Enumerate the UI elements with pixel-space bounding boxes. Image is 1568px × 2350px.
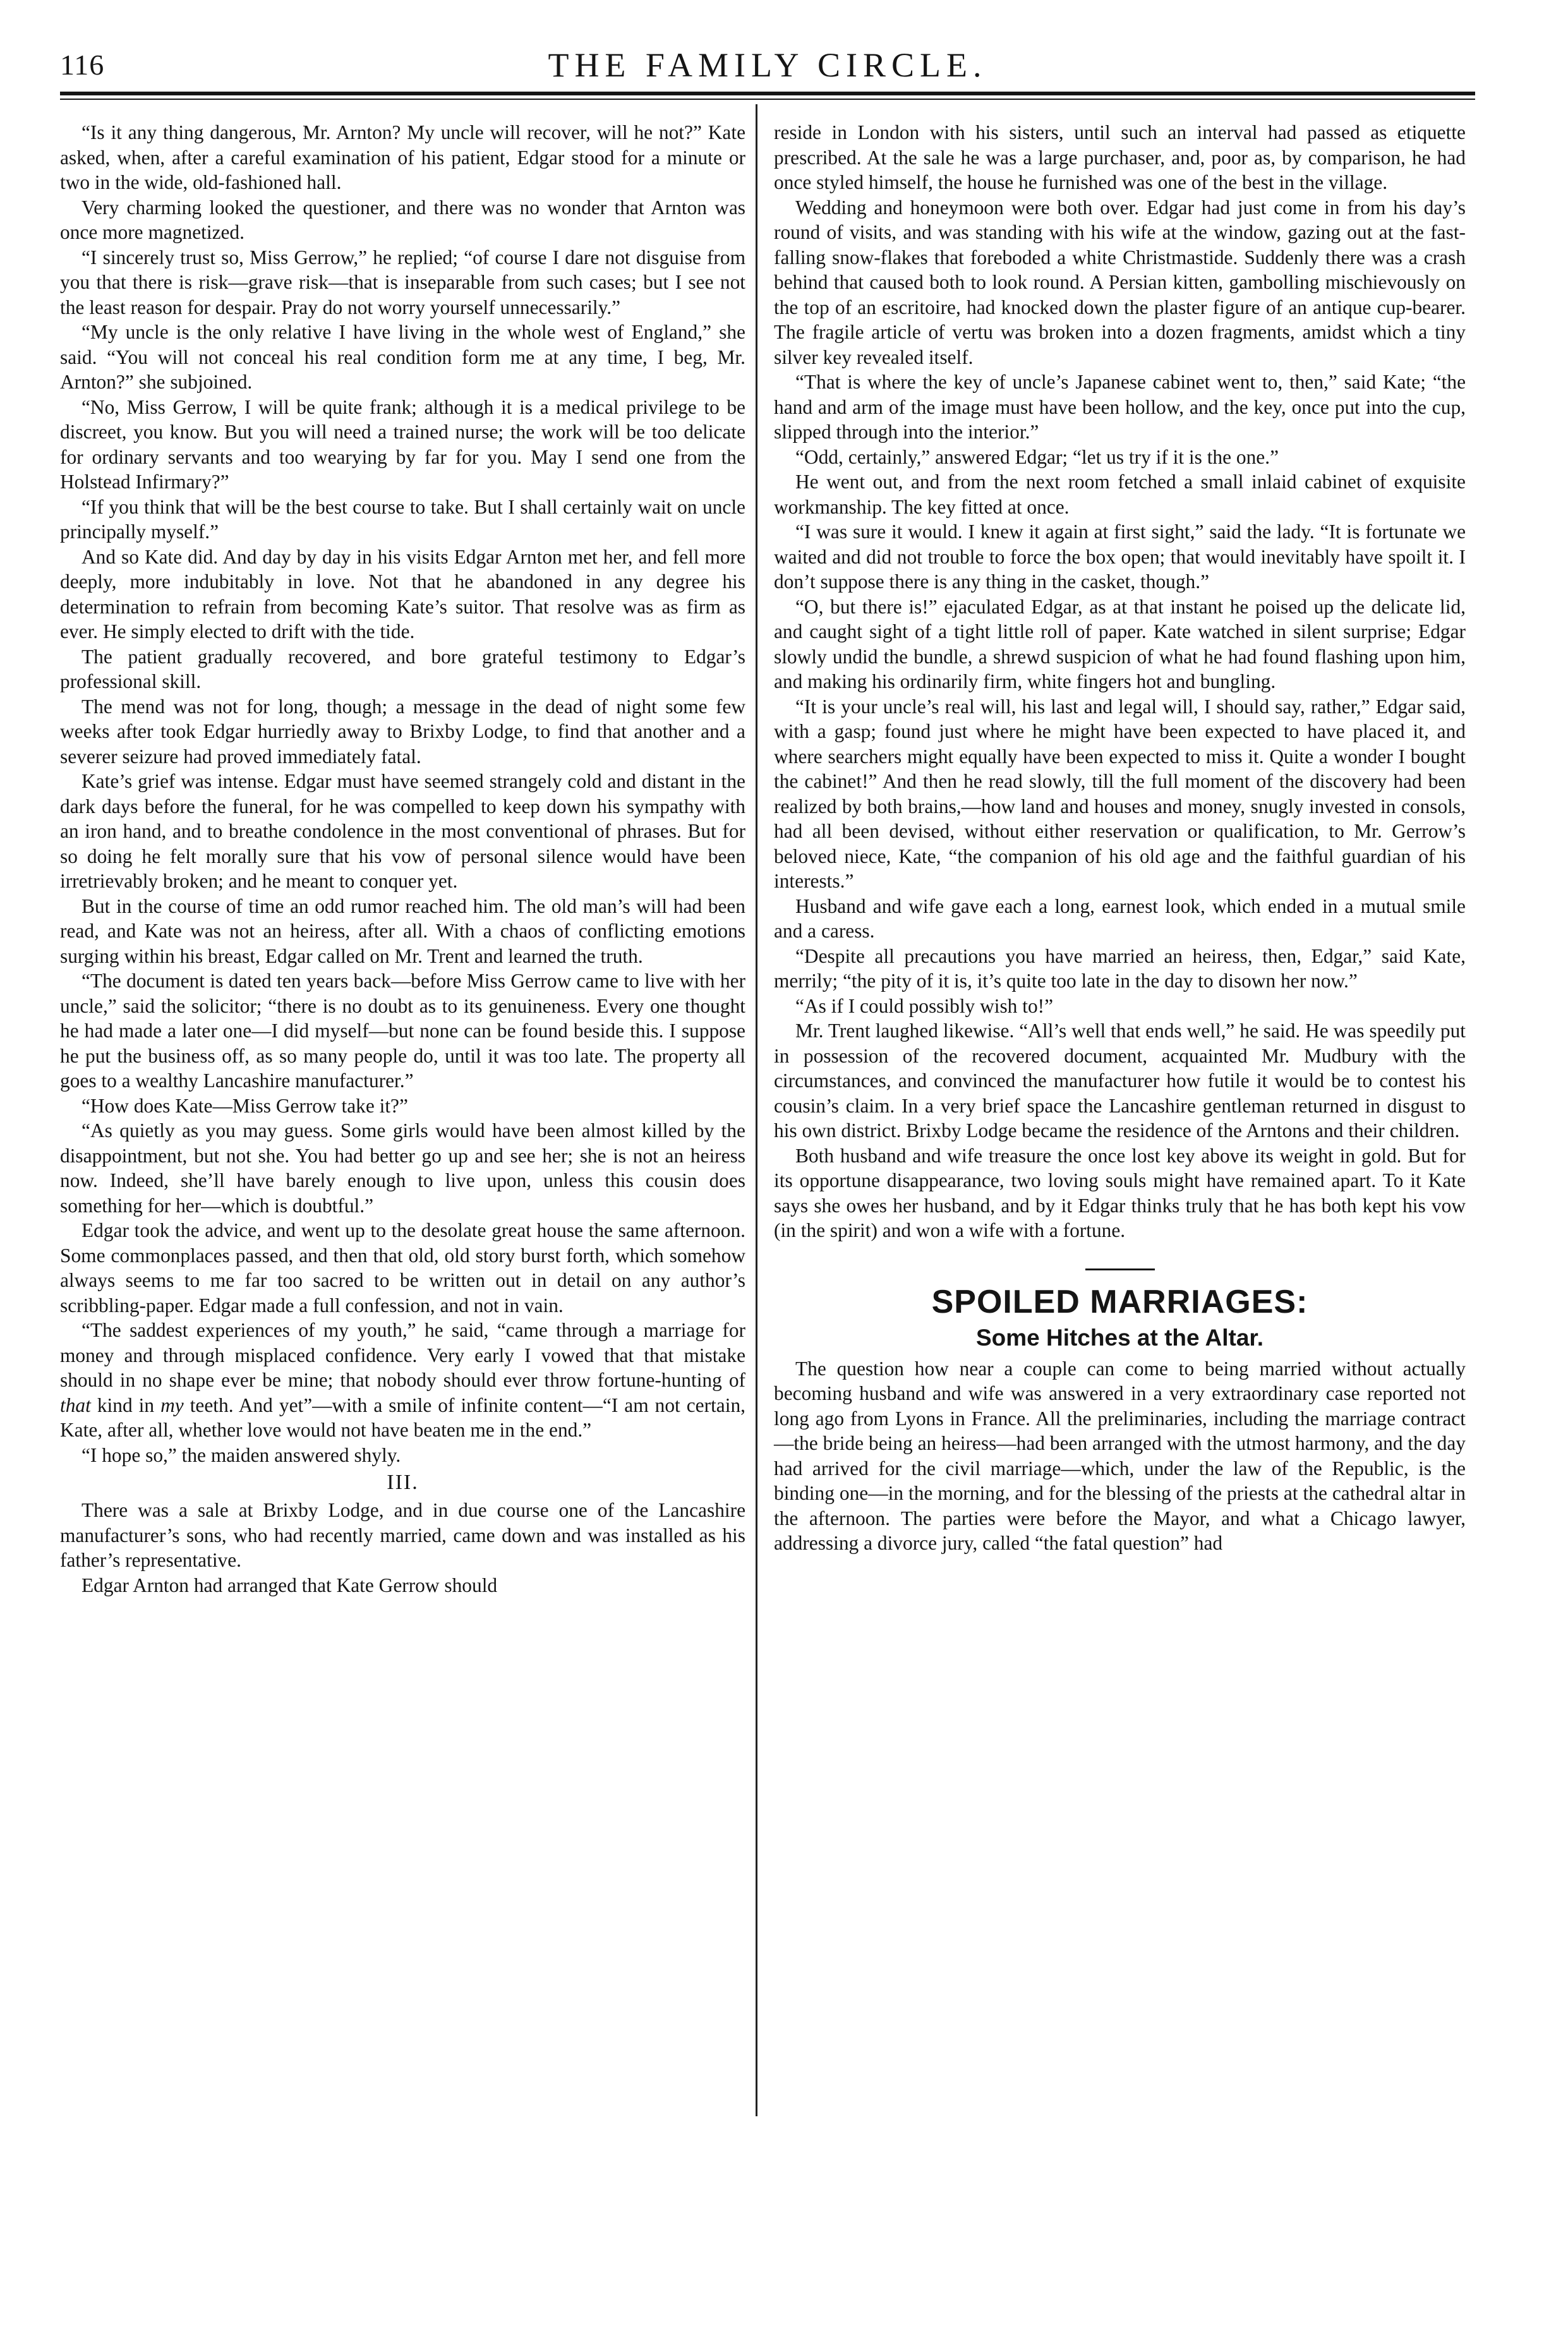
text-run: teeth. And yet”—with a smile of infinite content—“I am not certain, Kate, after all, whether love would not have beaten me in the end.” [60, 1394, 745, 1441]
paragraph: “If you think that will be the best course to take. But I shall certainly wait on uncle principally myself.” [60, 495, 745, 543]
left-column [60, 120, 745, 1598]
text-run: “The saddest experiences of my youth,” he said, “came through a marriage for money and through misplaced confidence. Very early I vowed that that mistake should in no shape ever be mine; that nobody should ever throw fortune-hunting of [60, 1319, 745, 1391]
header-rule-thin [60, 99, 1475, 100]
paragraph: He went out, and from the next room fetched a small inlaid cabinet of exquisite workmanship. The key fitted at once. [774, 471, 1466, 518]
paragraph: “As quietly as you may guess. Some girls would have been almost killed by the disappointment, but not she. You had better go up and see her; she is not an heiress now. Indeed, she’ll have barely enough to live upon, unless this cousin does something for her—which is doubtful.” [60, 1119, 745, 1217]
paragraph: “As if I could possibly wish to!” [795, 994, 1054, 1017]
text-run: kind in [90, 1394, 161, 1416]
paragraph: “Is it any thing dangerous, Mr. Arnton? My uncle will recover, will he not?” Kate asked, when, after a careful examination of his patient, Edgar stood for a minute or two in the wide, old-fashioned hall. [60, 121, 745, 193]
paragraph: “I hope so,” the maiden answered shyly. [81, 1443, 401, 1466]
paragraph: “It is your uncle’s real will, his last and legal will, I should say, rather,” Edgar said, with a gasp; found just where he might have been expected to have placed it, and where searchers might equally have been expected to miss it. Quite a wonder I bought the cabinet!” And then he read slowly, till the full moment of the discovery had been realized by both brains,—how land and houses and money, snugly invested in consols, had all been devised, without either reservation or qualification, to Mr. Gerrow’s beloved niece, Kate, “the companion of his old age and the faithful guardian of his interests.” [774, 695, 1466, 892]
page-number: 116 [60, 49, 105, 81]
paragraph: “How does Kate—Miss Gerrow take it?” [81, 1094, 408, 1117]
paragraph: Husband and wife gave each a long, earnest look, which ended in a mutual smile and a caress. [774, 895, 1466, 942]
right-column [774, 120, 1466, 1556]
paragraph: The patient gradually recovered, and bore grateful testimony to Edgar’s professional skill. [60, 645, 745, 692]
column-divider [756, 104, 757, 2116]
paragraph: “Despite all precautions you have married an heiress, then, Edgar,” said Kate, merrily; “the pity of it is, it’s quite too late in the day to disown her now.” [774, 944, 1466, 992]
header-rule-thick [60, 92, 1475, 95]
paragraph-youth [60, 1318, 745, 1443]
paragraph: “The document is dated ten years back—before Miss Gerrow came to live with her uncle,” said the solicitor; “there is no doubt as to its genuineness. Every one thought he had made a later one—I did myself—but none can be found beside this. I suppose he put the business off, as so many people do, until it was too late. The property all goes to a wealthy Lancashire manufacturer.” [60, 970, 745, 1092]
paragraph: Both husband and wife treasure the once lost key above its weight in gold. But for its opportune disappearance, two loving souls might have remained apart. To it Kate says she owes her husband, and by it Edgar thinks truly that he has both kept his vow (in the spirit) and won a wife with a fortune. [774, 1144, 1466, 1241]
paragraph: “I sincerely trust so, Miss Gerrow,” he replied; “of course I dare not disguise from you that there is risk—grave risk—that is inseparable from such cases; but I see not the least reason for despair. Pray do not worry yourself unnecessarily.” [60, 246, 745, 318]
paragraph: Mr. Trent laughed likewise. “All’s well that ends well,” he said. He was speedily put in possession of the recovered document, acquainted Mr. Mudbury with the circumstances, and convinced the manufacturer how futile it would be to contest his cousin’s claim. In a very brief space the Lancashire gentleman returned in disgust to his own district. Brixby Lodge became the residence of the Arntons and their children. [774, 1020, 1466, 1142]
running-title: THE FAMILY CIRCLE. [548, 46, 987, 84]
paragraph: “That is where the key of uncle’s Japanese cabinet went to, then,” said Kate; “the hand and arm of the image must have been hollow, and the key, once put into the cup, slipped through into the interior.” [774, 371, 1466, 443]
paragraph: Kate’s grief was intense. Edgar must have seemed strangely cold and distant in the dark days before the funeral, for he was compelled to keep down his sympathy with an iron hand, and to breathe condolence in the most conventional of phrases. But for so doing he felt morally sure that his vow of personal silence would have been irretrievably broken; and he meant to conquer yet. [60, 770, 745, 892]
article-title: SPOILED MARRIAGES: [931, 1283, 1308, 1320]
paragraph: “Odd, certainly,” answered Edgar; “let us try if it is the one.” [795, 445, 1279, 468]
paragraph: There was a sale at Brixby Lodge, and in due course one of the Lancashire manufacturer’s sons, who had recently married, came down and was installed as his father’s representative. [60, 1499, 745, 1571]
italic-text: that [60, 1394, 91, 1416]
article-separator-rule [1085, 1268, 1155, 1270]
paragraph: Edgar Arnton had arranged that Kate Gerrow should [81, 1574, 498, 1596]
paragraph: “My uncle is the only relative I have living in the whole west of England,” she said. “You will not conceal his real condition form me at any time, I beg, Mr. Arnton?” she subjoined. [60, 321, 745, 393]
paragraph: “I was sure it would. I knew it again at first sight,” said the lady. “It is fortunate we waited and did not trouble to force the box open; that would inevitably have spoilt it. I don’t suppose there is any thing in the casket, though.” [774, 521, 1466, 593]
paragraph: Edgar took the advice, and went up to the desolate great house the same afternoon. Some commonplaces passed, and then that old, old story burst forth, which somehow always seems to me far too sacred to be written out in detail on any author’s scribbling-paper. Edgar made a full confession, and not in vain. [60, 1219, 745, 1317]
italic-text: my [160, 1394, 184, 1416]
paragraph: “No, Miss Gerrow, I will be quite frank; although it is a medical privilege to be discreet, you know. But you will need a trained nurse; the work will be too delicate for ordinary servants and too wearying by far for you. May I send one from the Holstead Infirmary?” [60, 395, 745, 493]
article-subtitle: Some Hitches at the Altar. [975, 1324, 1264, 1351]
paragraph: Very charming looked the questioner, and there was no wonder that Arnton was once more magnetized. [60, 196, 745, 243]
paragraph: And so Kate did. And day by day in his visits Edgar Arnton met her, and fell more deeply, more indubitably in love. Not that he abandoned in any degree his determination to refrain from becoming Kate’s suitor. That resolve was as firm as ever. He simply elected to drift with the tide. [60, 545, 745, 642]
section-heading: III. [387, 1471, 419, 1494]
article-body: The question how near a couple can come to being married without actually becoming husband and wife was answered in a very extraordinary case reported not long ago from Lyons in France. All the preliminaries, including the marriage contract—the bride being an heiress—had been arranged with the utmost harmony, and the day had arrived for the civil marriage—which, under the law of the Republic, is the binding one—in the morning, and for the blessing of the priests at the cathedral altar in the afternoon. The parties were before the Mayor, and what a Chicago lawyer, addressing a divorce jury, called “the fatal question” had [774, 1357, 1466, 1554]
paragraph: reside in London with his sisters, until such an interval had passed as etiquette prescribed. At the sale he was a large purchaser, and, poor as, by comparison, he had once styled himself, the house he furnished was one of the best in the village. [774, 121, 1466, 193]
paragraph: But in the course of time an odd rumor reached him. The old man’s will had been read, and Kate was not an heiress, after all. With a chaos of conflicting emotions surging within his breast, Edgar called on Mr. Trent and learned the truth. [60, 895, 745, 967]
paragraph: Wedding and honeymoon were both over. Edgar had just come in from his day’s round of visits, and was standing with his wife at the window, gazing out at the fast-falling snow-flakes that foreboded a white Christmastide. Suddenly there was a crash behind that caused both to look round. A Persian kitten, gambolling mischievously on the top of an escritoire, had knocked down the plaster figure of an antique cup-bearer. The fragile article of vertu was broken into a dozen fragments, amidst which a tiny silver key revealed itself. [774, 196, 1466, 368]
paragraph: “O, but there is!” ejaculated Edgar, as at that instant he poised up the delicate lid, and caught sight of a tight little roll of paper. Kate watched in silent surprise; Edgar slowly undid the bundle, a shrewd suspicion of what he had found flashing upon him, and making his ordinarily firm, white fingers hot and bungling. [774, 595, 1466, 692]
page-header [60, 45, 1475, 90]
paragraph: The mend was not for long, though; a message in the dead of night some few weeks after took Edgar hurriedly away to Brixby Lodge, to find that another and a severer seizure had proved immediately fatal. [60, 695, 745, 768]
